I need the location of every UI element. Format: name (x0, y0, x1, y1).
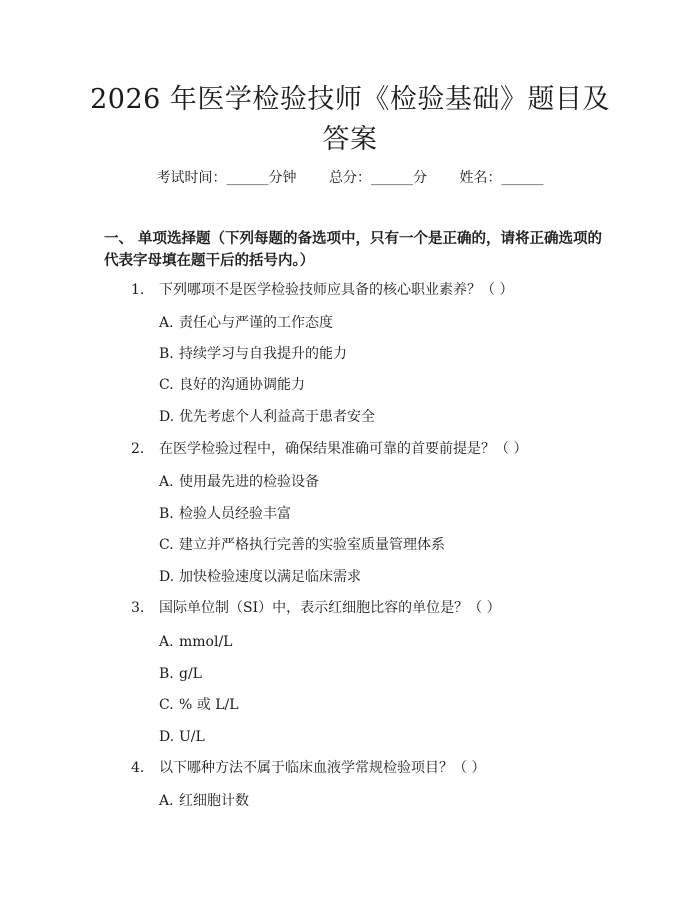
question-2-option-c (159, 535, 445, 555)
section-number: 一、 (104, 231, 133, 247)
option-text: 加快检验速度以满足临床需求 (179, 569, 361, 585)
question-2-option-d (159, 567, 361, 587)
question-1 (131, 280, 513, 300)
option-letter: D. (159, 729, 175, 745)
student-name-field: 姓名：______ (459, 170, 544, 186)
question-3-option-b (159, 664, 202, 684)
option-text: 使用最先进的检验设备 (179, 474, 319, 490)
exam-time-field: 考试时间：______分钟 (156, 170, 297, 186)
question-1-option-c (159, 375, 305, 395)
option-text: 优先考虑个人利益高于患者安全 (179, 409, 375, 425)
question-3 (131, 598, 501, 618)
option-text: g/L (179, 666, 202, 682)
question-number: 1. (131, 282, 145, 298)
option-letter: D. (159, 409, 175, 425)
option-text: 责任心与严谨的工作态度 (179, 315, 333, 331)
question-1-option-a (159, 313, 333, 333)
question-number: 3. (131, 600, 145, 616)
option-text: 持续学习与自我提升的能力 (179, 346, 347, 362)
document-title: 2026 年医学检验技师《检验基础》题目及答案 (90, 84, 610, 155)
option-letter: D. (159, 569, 175, 585)
option-text: 红细胞计数 (179, 793, 249, 809)
option-letter: B. (159, 666, 174, 682)
question-2 (131, 439, 527, 459)
total-score-field: 总分：______分 (329, 170, 427, 186)
question-4-option-a (159, 791, 249, 811)
question-text: 在医学检验过程中，确保结果准确可靠的首要前提是？（ ） (159, 441, 528, 457)
question-3-option-c (159, 695, 239, 715)
option-letter: A. (159, 634, 174, 650)
option-letter: A. (159, 474, 174, 490)
question-number: 4. (131, 760, 145, 776)
option-letter: C. (159, 697, 174, 713)
section-heading-text: 单项选择题（下列每题的备选项中，只有一个是正确的，请将正确选项的代表字母填在题干后的括号内。） (104, 231, 602, 269)
question-2-option-a (159, 472, 319, 492)
question-2-option-b (159, 504, 291, 524)
question-text: 国际单位制（SI）中，表示红细胞比容的单位是？（ ） (159, 600, 501, 616)
question-1-option-d (159, 407, 375, 427)
option-letter: B. (159, 346, 174, 362)
question-number: 2. (131, 441, 145, 457)
option-text: % 或 L/L (179, 697, 239, 713)
question-3-option-d (159, 727, 205, 747)
option-text: mmol/L (179, 634, 233, 650)
option-text: 建立并严格执行完善的实验室质量管理体系 (179, 537, 445, 553)
option-text: 检验人员经验丰富 (179, 506, 291, 522)
question-3-option-a (159, 632, 232, 652)
exam-info-line (0, 168, 700, 188)
option-text: 良好的沟通协调能力 (179, 377, 305, 393)
option-letter: B. (159, 506, 174, 522)
question-1-option-b (159, 344, 347, 364)
question-text: 下列哪项不是医学检验技师应具备的核心职业素养？（ ） (159, 282, 514, 298)
option-letter: C. (159, 537, 174, 553)
option-letter: A. (159, 315, 174, 331)
option-letter: A. (159, 793, 174, 809)
question-text: 以下哪种方法不属于临床血液学常规检验项目？（ ） (159, 760, 486, 776)
option-text: U/L (179, 729, 205, 745)
question-4 (131, 758, 485, 778)
section-heading (104, 228, 604, 272)
option-letter: C. (159, 377, 174, 393)
